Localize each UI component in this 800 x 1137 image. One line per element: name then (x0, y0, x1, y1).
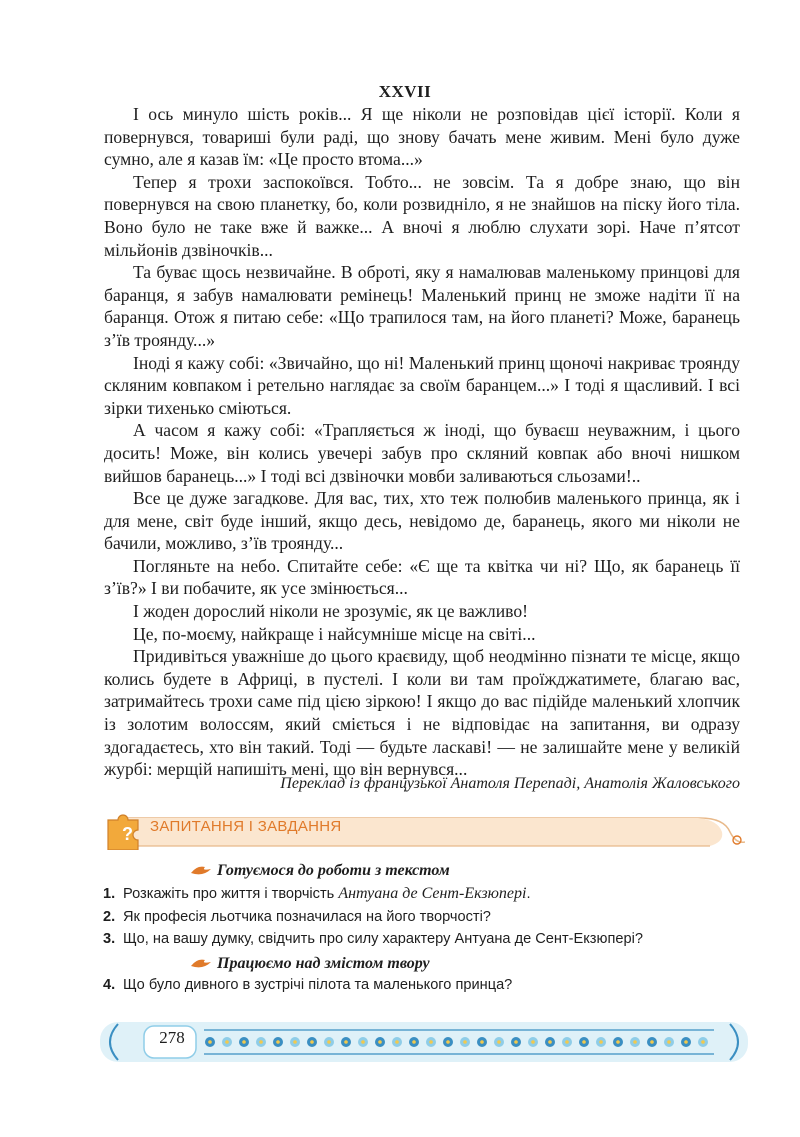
question-text: Як професія льотчика позначилася на його творчості? (123, 908, 491, 925)
question-item (103, 883, 643, 906)
ornament-border-graphic (100, 1018, 748, 1066)
story-paragraph: Тепер я трохи заспокоївся. Тобто... не зовсім. Та я добре знаю, що він повернувся на свою планетку, бо, коли розвиднілo, я не знайшов на піску його тіла. Воно було не таке вже й важке... А вночі я люблю слухати зорі. Наче п’ятсот мільйонів дзвіночків... (104, 171, 740, 260)
ornament-flower-center (633, 1040, 637, 1044)
question-number: 3. (103, 931, 116, 947)
ornament-flower-center (378, 1040, 382, 1044)
question-number: 2. (103, 908, 116, 925)
ornament-flower-center (446, 1040, 450, 1044)
question-text: Що було дивного в зустрічі пілота та маленького принца? (123, 977, 513, 993)
question-number: 4. (103, 977, 116, 993)
footer-ornament (100, 1018, 748, 1066)
ornament-flower-center (208, 1040, 212, 1044)
subheading-prepare-text: Готуємося до роботи з текстом (217, 862, 450, 879)
story-paragraph: А часом я кажу собі: «Трапляється ж іноді, що буваєш неуважним, і цього досить! Може, він колись увечері забув про скляний ковпак або вночі нишком вийшов баранець...» І тоді всі дзвіночки мовби заливаються сльозами!.. (104, 420, 740, 486)
ornament-flower-center (259, 1040, 263, 1044)
ornament-flower-center (395, 1040, 399, 1044)
ornament-flower-center (327, 1040, 331, 1044)
ornament-flower-center (361, 1040, 365, 1044)
puzzle-question-icon (102, 810, 146, 850)
story-paragraph: Це, по-моєму, найкраще і найсумніше місце на світі... (133, 623, 536, 644)
ornament-flower-center (429, 1040, 433, 1044)
question-text: Що, на вашу думку, свідчить про силу характеру Антуана де Сент-Екзюпері? (123, 931, 643, 947)
question-tail: . (526, 886, 531, 902)
ornament-flower-center (463, 1040, 467, 1044)
story-body (104, 103, 740, 781)
story-paragraph: Та буває щось незвичайне. В обротi, яку я намалював маленькому принцові для баранця, я забув намалювати ремінець! Маленький принц не зможе надіти її на баранця. Отож я питаю себе: «Що трапилося там, на його планеті? Може, баранець з’їв троянду...» (104, 262, 740, 350)
question-item (103, 974, 512, 997)
ornament-flower-center (293, 1040, 297, 1044)
leaf-bullet-icon (189, 863, 213, 882)
ornament-flower-center (667, 1040, 671, 1044)
page-number: 278 (159, 1028, 185, 1047)
ornament-flower-center (480, 1040, 484, 1044)
subheading-content (189, 955, 430, 975)
ornament-flower-center (531, 1040, 535, 1044)
ornament-flower-center (701, 1040, 705, 1044)
leaf-bullet-icon (189, 956, 213, 975)
ornament-flower-center (412, 1040, 416, 1044)
ornament-flower-center (344, 1040, 348, 1044)
story-paragraph: Все це дуже загадкове. Для вас, тих, хто теж полюбив маленького принца, як і для мене, світ буде інший, якщо десь, невідомо де, баранець, якого ми ніколи не бачили, можливо, з’їв троянду... (104, 488, 740, 554)
subheading-prepare (189, 862, 450, 882)
chapter-heading: XXVII (378, 82, 432, 101)
subheading-content-text: Працюємо над змістом твору (217, 955, 430, 972)
story-paragraph: І ось минуло шість років... Я ще ніколи не розповідав цієї історії. Коли я повернувся, товариші були раді, що знову бачать мене живим. Мені було дуже сумно, але я казав їм: «Це просто втома...» (104, 104, 740, 170)
ornament-flower-center (497, 1040, 501, 1044)
story-paragraph: Іноді я кажу собі: «Звичайно, що ні! Маленький принц щоночі накриває троянду скляним ковпаком і ретельно наглядає за своїм баранцем...» І тоді я щасливий. І всі зірки тихенько сміються. (104, 352, 740, 418)
story-paragraph: Придивіться уважніше до цього краєвиду, щоб неодмінно пізнати те місце, якщо колись будете в Африці, в пустелі. І коли ви там проїжджатимете, благаю вас, затримайтесь трохи саме під цією зіркою! І якщо до вас підійде маленький хлопчик із золотим волоссям, який сміється і не відповідає на запитання, ви одразу здогадаєтесь, хто він такий. Тоді — будьте ласкаві! — не залишайте мене у великій журбі: мерщій напишіть мені, що він вернувся... (104, 646, 740, 780)
translator-credit: Переклад із французької Анатоля Перепаді, Анатолія Жаловського (280, 775, 740, 792)
story-paragraph: Погляньте на небо. Спитайте себе: «Є ще та квітка чи ні? Що, як баранець її з’їв?» І ви побачите, як усе змінюється... (104, 555, 740, 599)
ornament-flower-center (684, 1040, 688, 1044)
question-list-prepare (103, 883, 643, 951)
question-number: 1. (103, 886, 116, 902)
ornament-flower-center (565, 1040, 569, 1044)
svg-text:?: ? (122, 824, 133, 844)
story-paragraph: І жоден дорослий ніколи не зрозуміє, як це важливо! (133, 601, 528, 622)
section-title: ЗАПИТАННЯ І ЗАВДАННЯ (150, 818, 342, 835)
section-banner (100, 812, 745, 852)
ornament-flower-center (310, 1040, 314, 1044)
question-text: Розкажіть про життя і творчість (123, 886, 339, 902)
ornament-flower-center (650, 1040, 654, 1044)
ornament-flower-center (548, 1040, 552, 1044)
ornament-flower-center (582, 1040, 586, 1044)
question-item (103, 928, 643, 951)
question-emphasis: Антуана де Сент-Екзюпері (338, 885, 527, 902)
ornament-flower-center (514, 1040, 518, 1044)
ornament-flower-center (225, 1040, 229, 1044)
question-item (103, 906, 643, 929)
ornament-flower-center (599, 1040, 603, 1044)
question-list-content (103, 974, 512, 997)
ornament-flower-center (616, 1040, 620, 1044)
ornament-flower-center (242, 1040, 246, 1044)
ornament-flower-center (276, 1040, 280, 1044)
